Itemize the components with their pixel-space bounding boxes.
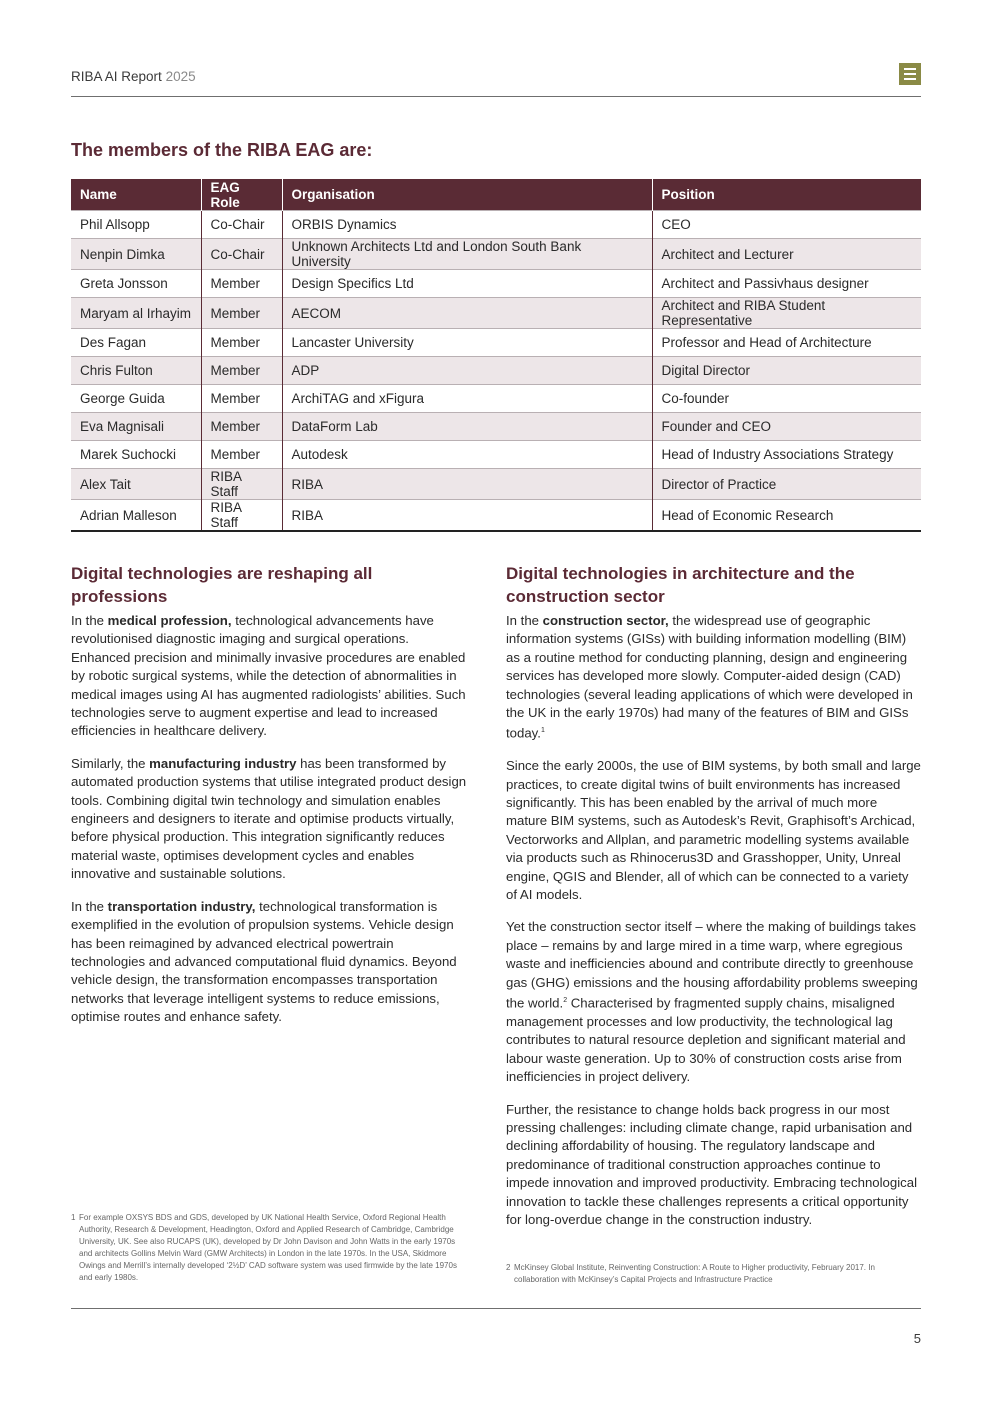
table-row: [71, 298, 921, 329]
cell-position: Professor and Head of Architecture: [652, 329, 921, 357]
text: has been transformed by automated production systems that utilise integrated product design tools. Combining digital twin technology and simulation enables engineers and designers to iterate and optimise products virtually, before physical production. This integration significantly reduces material waste, optimises development cycles and enables innovative and sustainable solutions.: [71, 755, 467, 882]
table-row: [71, 441, 921, 469]
text: technological advancements have revolutionised diagnostic imaging and surgical operations. Enhanced precision and minimally invasive procedures are enabled by robotic surgical systems, while the detection of abnormalities in medical images using AI has augmented radiologists’ abilities. Such technologies serve to augment expertise and lead to increased efficiencies in healthcare delivery.: [71, 613, 466, 739]
cell-organisation: AECOM: [282, 298, 652, 329]
cell-name: Chris Fulton: [71, 357, 201, 385]
cell-organisation: Unknown Architects Ltd and London South Bank University: [282, 239, 652, 270]
column-header-position: Position: [652, 179, 921, 211]
left-column-heading: Digital technologies are reshaping all professions: [71, 564, 373, 606]
bold-term: construction sector,: [542, 613, 669, 628]
cell-name: George Guida: [71, 385, 201, 413]
cell-name: Greta Jonsson: [71, 270, 201, 298]
cell-name: Des Fagan: [71, 329, 201, 357]
table-row: [71, 413, 921, 441]
cell-position: Founder and CEO: [652, 413, 921, 441]
paragraph-bim: Since the early 2000s, the use of BIM systems, by both small and large practices, to create digital twins of built environments has increased significantly. This has been enabled by the arrival of much more mature BIM systems, such as Autodesk’s Revit, Graphisoft’s Archicad, Vectorworks and Allplan, and parametric modelling systems available via products such as Rhinocerus3D and Grasshopper, Unity, Unreal engine, QGIS and Blender, all of which can be connected to a variety of AI models.: [506, 758, 921, 903]
cell-position: Digital Director: [652, 357, 921, 385]
column-header-name: Name: [71, 179, 201, 211]
cell-organisation: ORBIS Dynamics: [282, 211, 652, 239]
table-row: [71, 211, 921, 239]
bold-term: transportation industry,: [107, 898, 256, 914]
cell-position: Head of Economic Research: [652, 500, 921, 532]
cell-name: Phil Allsopp: [71, 211, 201, 239]
menu-bar: [904, 68, 916, 70]
cell-organisation: Autodesk: [282, 441, 652, 469]
cell-position: Head of Industry Associations Strategy: [652, 441, 921, 469]
footer-divider: [71, 1308, 921, 1309]
cell-position: Architect and Lecturer: [652, 239, 921, 270]
table-row: [71, 239, 921, 270]
cell-role: Member: [201, 298, 282, 329]
cell-role: RIBA Staff: [201, 469, 282, 500]
cell-organisation: DataForm Lab: [282, 413, 652, 441]
right-column-heading: Digital technologies in architecture and the construction sector: [506, 564, 855, 606]
cell-position: Director of Practice: [652, 469, 921, 500]
members-heading: The members of the RIBA EAG are:: [71, 140, 373, 160]
cell-name: Eva Magnisali: [71, 413, 201, 441]
report-title-text: RIBA AI Report: [71, 69, 162, 84]
members-table: [71, 179, 921, 532]
paragraph-construction: [506, 612, 921, 743]
text: Characterised by fragmented supply chains, misaligned management processes and low productivity, the technological lag contributes to natural resource depletion and significant material and labour waste generation. Up to 30% of construction costs arise from inefficiencies in project delivery.: [506, 995, 906, 1085]
page-header: [71, 66, 921, 97]
footnote-text: For example OXSYS BDS and GDS, developed by UK National Health Service, Oxford Regional Health Authority, Research & Development, Headington, Oxford and Applied Research of Cambridge, Cambridge University, UK. See also RUCAPS (UK), developed by Dr John Davison and John Watts in the early 1970s and architects Gollins Melvin Ward (GMW Architects) in London in the late 1970s. In the USA, Skidmore Owings and Merrill’s internally developed ‘2½D’ CAD software system was used firmwide by the late 1970s and early 1980s.: [79, 1213, 457, 1282]
table-row: [71, 469, 921, 500]
paragraph-medical: [71, 612, 471, 741]
report-year: 2025: [165, 69, 196, 84]
text: In the: [71, 613, 108, 628]
column-header-organisation: Organisation: [282, 179, 652, 211]
cell-role: Co-Chair: [201, 239, 282, 270]
footnote-number: 1: [71, 1213, 76, 1222]
paragraph-time-warp: [506, 918, 921, 1086]
cell-position: Architect and RIBA Student Representative: [652, 298, 921, 329]
paragraph-transportation: [71, 898, 471, 1027]
menu-bar: [904, 78, 916, 80]
cell-organisation: Design Specifics Ltd: [282, 270, 652, 298]
text: the widespread use of geographic information systems (GISs) with building information modelling (BIM) as a routine method for conducting planning, design and engineering services has developed more slowly. Computer-aided design (CAD) technologies (several leading applications of which were developed in the UK in the early 1970s) had many of the features of BIM and GISs today.: [506, 613, 913, 741]
page-number: 5: [913, 1331, 921, 1346]
footnote-2: [506, 1262, 916, 1286]
cell-organisation: ADP: [282, 357, 652, 385]
cell-organisation: RIBA: [282, 500, 652, 532]
table-row: [71, 329, 921, 357]
menu-bar: [904, 73, 916, 75]
left-column: [71, 562, 471, 1041]
cell-organisation: Lancaster University: [282, 329, 652, 357]
text: Yet the construction sector itself – where the making of buildings takes place – remains by and large mired in a time warp, where egregious waste and inefficiencies abound and contribute directly to greenhouse gas (GHG) emissions and the housing affordability problems sweeping the world.: [506, 919, 918, 1011]
report-title: [71, 69, 196, 84]
cell-role: Co-Chair: [201, 211, 282, 239]
cell-organisation: ArchiTAG and xFigura: [282, 385, 652, 413]
cell-organisation: RIBA: [282, 469, 652, 500]
footnote-1: [71, 1212, 461, 1284]
hamburger-menu-icon[interactable]: [899, 63, 921, 85]
footnote-ref-2[interactable]: 2: [563, 997, 568, 1005]
cell-role: Member: [201, 441, 282, 469]
cell-name: Adrian Malleson: [71, 500, 201, 532]
cell-role: Member: [201, 413, 282, 441]
cell-position: Co-founder: [652, 385, 921, 413]
footnote-number: 2: [506, 1263, 511, 1272]
table-row: [71, 385, 921, 413]
cell-position: Architect and Passivhaus designer: [652, 270, 921, 298]
text: Similarly, the: [71, 755, 150, 771]
table-row: [71, 270, 921, 298]
cell-role: RIBA Staff: [201, 500, 282, 532]
column-header-role: EAG Role: [201, 179, 282, 211]
footnote-ref-1[interactable]: 1: [540, 727, 545, 735]
paragraph-resistance: Further, the resistance to change holds back progress in our most pressing challenges: including climate change, rapid urbanisation and declining affordability of housing. The regulatory landscape and predominance of traditional construction approaches continue to impede innovation and improved productivity. Embracing technological innovation to tackle these challenges represents a critical opportunity for long-overdue change in the construction industry.: [506, 1101, 917, 1227]
text: technological transformation is exemplified in the evolution of propulsion systems. Vehicle design has been reimagined by advanced electrical powertrain technologies and advanced computational fluid dynamics. Beyond vehicle design, the transformation encompasses transportation networks that leverage intelligent systems to reduce emissions, optimise routes and enhance safety.: [71, 898, 457, 1025]
cell-name: Marek Suchocki: [71, 441, 201, 469]
table-row: [71, 357, 921, 385]
text: In the: [506, 613, 543, 628]
table-header-row: [71, 179, 921, 211]
cell-position: CEO: [652, 211, 921, 239]
bold-term: medical profession,: [107, 613, 232, 628]
text: In the: [71, 898, 108, 914]
bold-term: manufacturing industry: [149, 755, 297, 771]
cell-name: Nenpin Dimka: [71, 239, 201, 270]
cell-role: Member: [201, 385, 282, 413]
cell-role: Member: [201, 357, 282, 385]
footnote-text: McKinsey Global Institute, Reinventing Construction: A Route to Higher productivity, February 2017. In collaboration with McKinsey’s Capital Projects and Infrastructure Practice: [514, 1263, 875, 1284]
table-row: [71, 500, 921, 532]
right-column: [506, 562, 921, 1243]
paragraph-manufacturing: [71, 755, 471, 884]
cell-name: Alex Tait: [71, 469, 201, 500]
cell-name: Maryam al Irhayim: [71, 298, 201, 329]
cell-role: Member: [201, 270, 282, 298]
cell-role: Member: [201, 329, 282, 357]
